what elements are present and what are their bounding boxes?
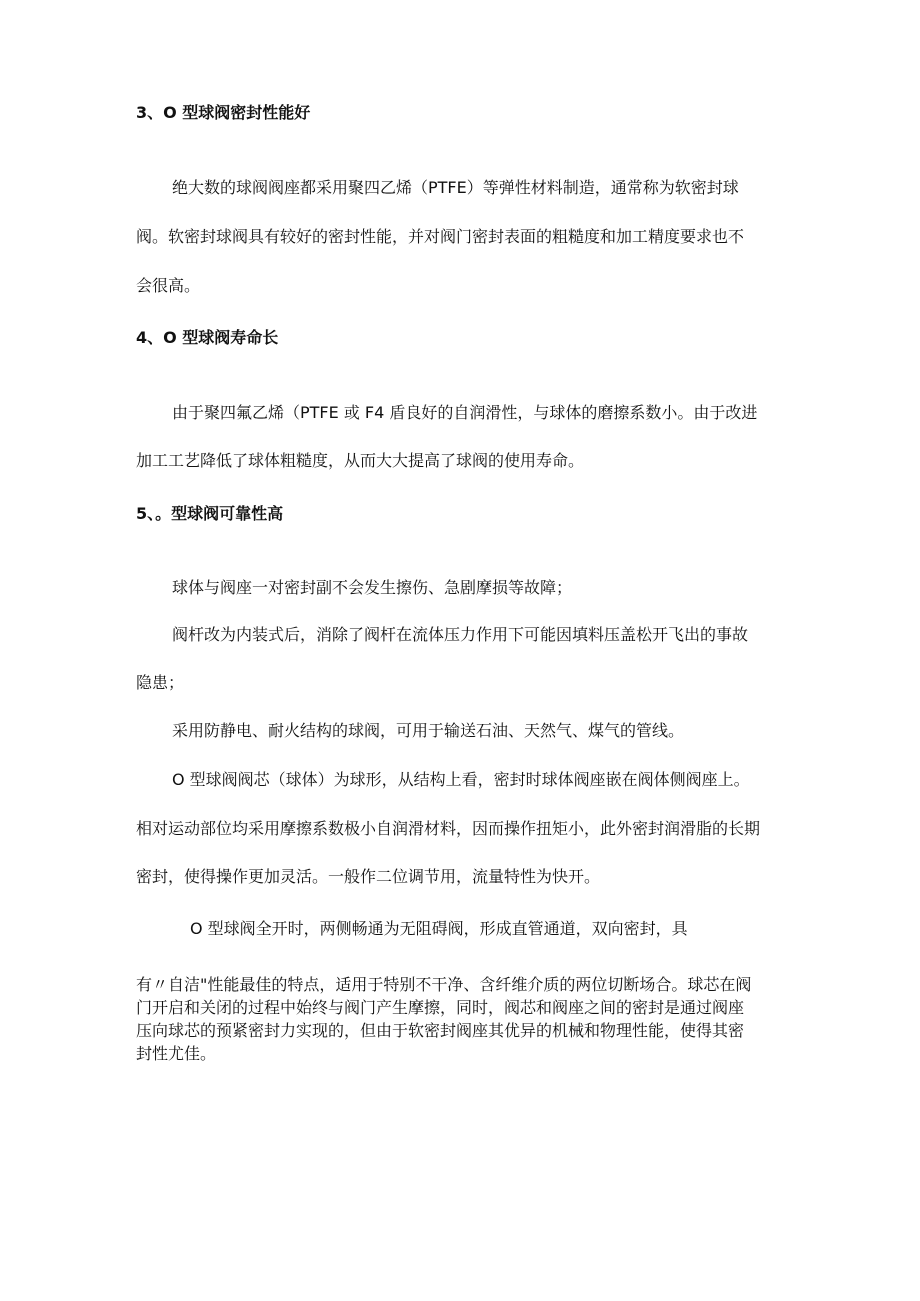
section-5-para-4-line-2: 相对运动部位均采用摩擦系数极小自润滑材料，因而操作扭矩小，此外密封润滑脂的长期: [136, 819, 761, 838]
section-5-para-5: O 型球阀全开时，两侧畅通为无阻碍阀，形成直管通道，双向密封，具: [190, 919, 688, 938]
section-4-heading: 4、O 型球阀寿命长: [136, 328, 279, 347]
section-5-para-4-line-3: 密封，使得操作更加灵活。一般作二位调节用，流量特性为快开。: [136, 867, 601, 886]
section-4-para-line-2: 加工工艺降低了球体粗糙度，从而大大提高了球阀的使用寿命。: [136, 451, 585, 470]
section-3-heading: 3、O 型球阀密封性能好: [136, 103, 311, 122]
section-5-para-6-line-2: 门开启和关闭的过程中始终与阀门产生摩擦，同时，阀芯和阀座之间的密封是通过阀座: [136, 998, 745, 1017]
section-5-para-3: 采用防静电、耐火结构的球阀，可用于输送石油、天然气、煤气的管线。: [172, 721, 685, 740]
section-5-para-2-line-1: 阀杆改为内装式后，消除了阀杆在流体压力作用下可能因填料压盖松开飞出的事故: [172, 625, 749, 644]
section-5-para-6-line-4: 封性尤佳。: [136, 1044, 217, 1063]
section-3-para-line-3: 会很高。: [136, 276, 201, 295]
section-5-para-2-line-2: 隐患；: [136, 673, 185, 692]
section-5-heading: 5、。型球阀可靠性高: [136, 504, 284, 523]
section-5-para-4-line-1: O 型球阀阀芯（球体）为球形，从结构上看，密封时球体阀座嵌在阀体侧阀座上。: [172, 770, 750, 789]
section-3-para-line-2: 阀。软密封球阀具有较好的密封性能，并对阀门密封表面的粗糙度和加工精度要求也不: [136, 227, 745, 246]
section-3-para-line-1: 绝大数的球阀阀座都采用聚四乙烯（PTFE）等弹性材料制造，通常称为软密封球: [172, 178, 739, 197]
section-5-para-6-line-3: 压向球芯的预紧密封力实现的，但由于软密封阀座其优异的机械和物理性能，使得其密: [136, 1021, 745, 1040]
section-5-para-1: 球体与阀座一对密封副不会发生擦伤、急剧摩损等故障；: [172, 578, 573, 597]
section-5-para-6-line-1: 有〃自洁"性能最佳的特点，适用于特别不干净、含纤维介质的两位切断场合。球芯在阀: [136, 975, 752, 994]
section-4-para-line-1: 由于聚四氟乙烯（PTFE 或 F4 盾良好的自润滑性，与球体的磨擦系数小。由于改进: [172, 403, 758, 422]
